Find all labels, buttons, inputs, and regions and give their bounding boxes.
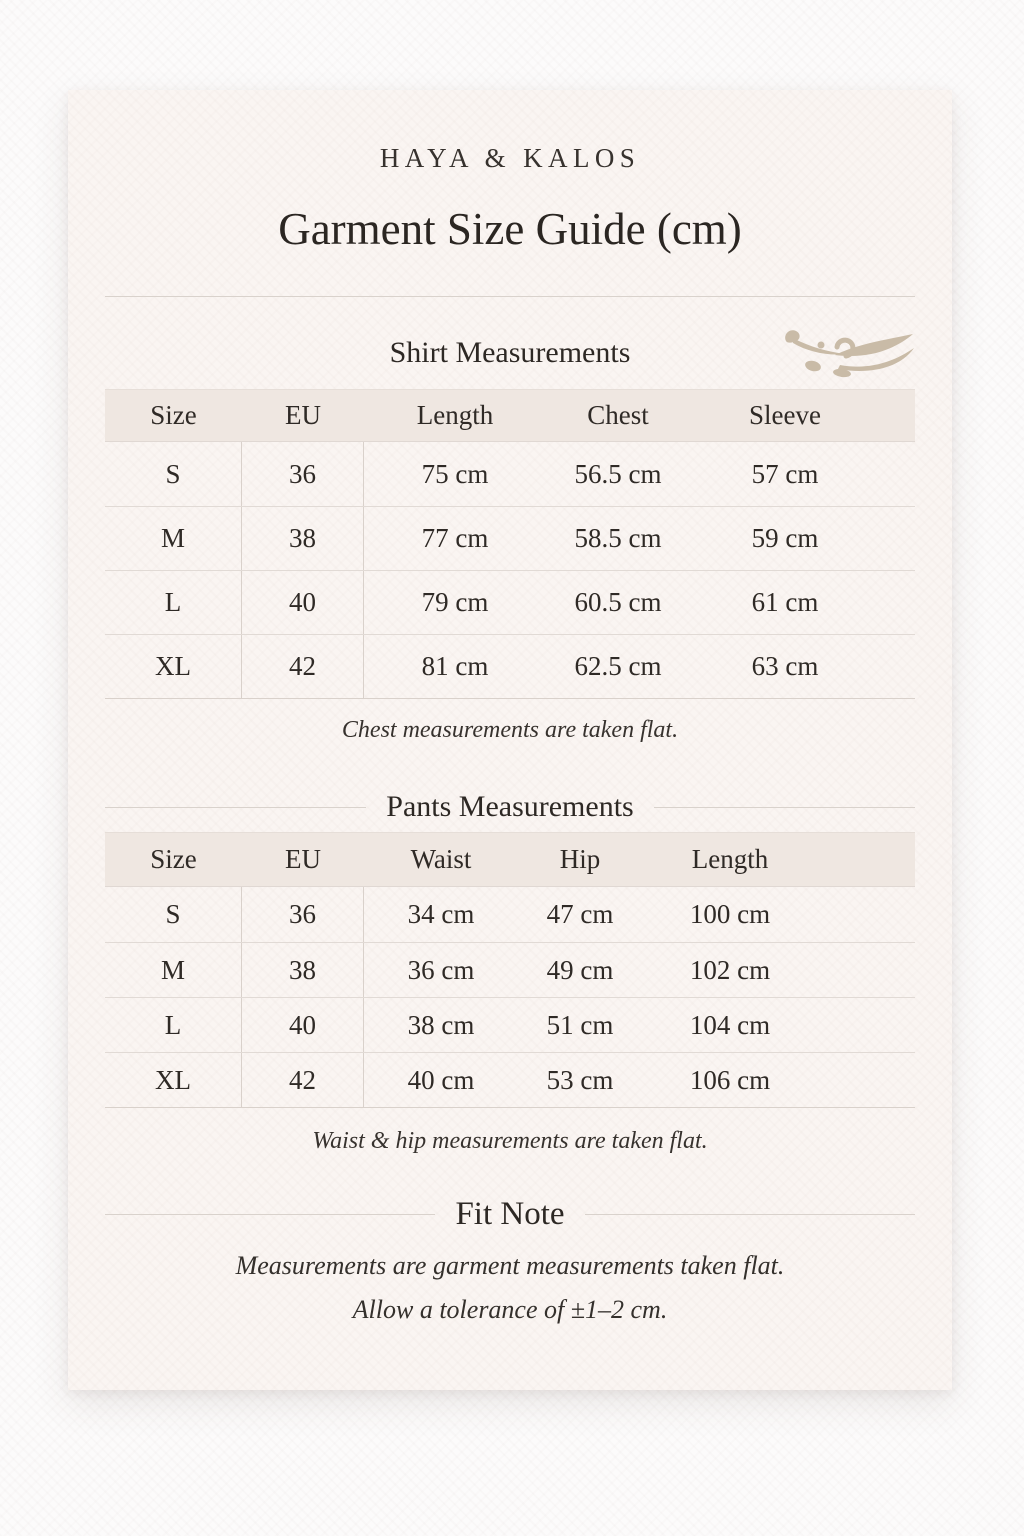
branch-flourish-icon [780, 325, 915, 381]
table-cell: 75 cm [421, 458, 489, 489]
pants-section-title: Pants Measurements [386, 790, 634, 824]
title-rule-right [585, 1214, 915, 1215]
table-cell: 40 cm [407, 1064, 475, 1095]
table-row [105, 442, 915, 506]
table-cell: 36 [242, 887, 364, 942]
table-cell: 79 cm [421, 587, 489, 618]
table-cell: 60.5 cm [574, 587, 662, 618]
shirt-section-title: Shirt Measurements [389, 336, 631, 370]
table-cell: 34 cm [407, 899, 475, 930]
table-cell: 42 [242, 1053, 364, 1107]
page-title: Garment Size Guide (cm) [278, 204, 742, 255]
shirt-table-body [105, 442, 915, 699]
table-cell: 49 cm [546, 954, 614, 985]
table-row [105, 1052, 915, 1107]
table-cell: 36 cm [407, 954, 475, 985]
table-cell: M [105, 943, 242, 997]
table-cell: S [105, 887, 242, 942]
table-cell: L [105, 998, 242, 1052]
top-divider [105, 296, 915, 297]
column-header: Size [150, 844, 197, 875]
column-header: Length [416, 400, 494, 431]
table-cell: L [105, 571, 242, 634]
table-cell: 38 [242, 943, 364, 997]
pants-table-body [105, 887, 915, 1108]
column-header: EU [285, 400, 321, 431]
pants-table-header-row [105, 832, 915, 887]
table-cell: 36 [242, 442, 364, 506]
title-rule-left [105, 807, 366, 808]
table-cell: 102 cm [689, 954, 771, 985]
table-row [105, 506, 915, 570]
table-cell: 81 cm [421, 651, 489, 682]
shirt-section [105, 325, 915, 745]
shirt-table [105, 389, 915, 699]
table-cell: XL [105, 1053, 242, 1107]
table-cell: 58.5 cm [574, 523, 662, 554]
size-guide-card [68, 90, 952, 1390]
fit-note-line: Allow a tolerance of ±1–2 cm. [352, 1295, 668, 1325]
shirt-table-header-row [105, 389, 915, 442]
column-header: Sleeve [749, 400, 821, 431]
column-header: Waist [410, 844, 472, 875]
shirt-note: Chest measurements are taken flat. [341, 717, 679, 744]
table-row [105, 997, 915, 1052]
table-cell: 38 cm [407, 1009, 475, 1040]
fit-note-section [105, 1195, 915, 1327]
title-rule-left [105, 1214, 435, 1215]
brand-name: HAYA & KALOS [379, 143, 641, 173]
column-header: Size [150, 400, 197, 431]
table-cell: 51 cm [546, 1009, 614, 1040]
table-cell: 40 [242, 998, 364, 1052]
column-header: Hip [559, 844, 601, 875]
table-row [105, 887, 915, 942]
table-cell: 47 cm [546, 899, 614, 930]
table-cell: 63 cm [751, 651, 819, 682]
table-cell: 38 [242, 507, 364, 570]
table-row [105, 570, 915, 634]
pants-table [105, 832, 915, 1108]
fit-note-title: Fit Note [455, 1196, 565, 1233]
table-cell: 61 cm [751, 587, 819, 618]
table-cell: 56.5 cm [574, 458, 662, 489]
table-cell: M [105, 507, 242, 570]
table-cell: S [105, 442, 242, 506]
fit-note-header [105, 1195, 915, 1233]
column-header: EU [285, 844, 321, 875]
table-cell: 53 cm [546, 1064, 614, 1095]
table-cell: 100 cm [689, 899, 771, 930]
table-cell: 77 cm [421, 523, 489, 554]
pants-note: Waist & hip measurements are taken flat. [312, 1128, 708, 1155]
table-cell: 104 cm [689, 1009, 771, 1040]
table-cell: 40 [242, 571, 364, 634]
shirt-section-header [105, 325, 915, 381]
column-header: Chest [587, 400, 649, 431]
pants-section [105, 790, 915, 1156]
table-cell: 106 cm [689, 1064, 771, 1095]
table-cell: 62.5 cm [574, 651, 662, 682]
table-cell: 42 [242, 635, 364, 698]
pants-section-header [105, 790, 915, 824]
column-header: Length [691, 844, 769, 875]
fit-note-line: Measurements are garment measurements taken flat. [235, 1251, 785, 1281]
table-cell: 57 cm [751, 458, 819, 489]
title-rule-right [654, 807, 915, 808]
table-row [105, 942, 915, 997]
table-cell: XL [105, 635, 242, 698]
table-cell: 59 cm [751, 523, 819, 554]
table-row [105, 634, 915, 698]
